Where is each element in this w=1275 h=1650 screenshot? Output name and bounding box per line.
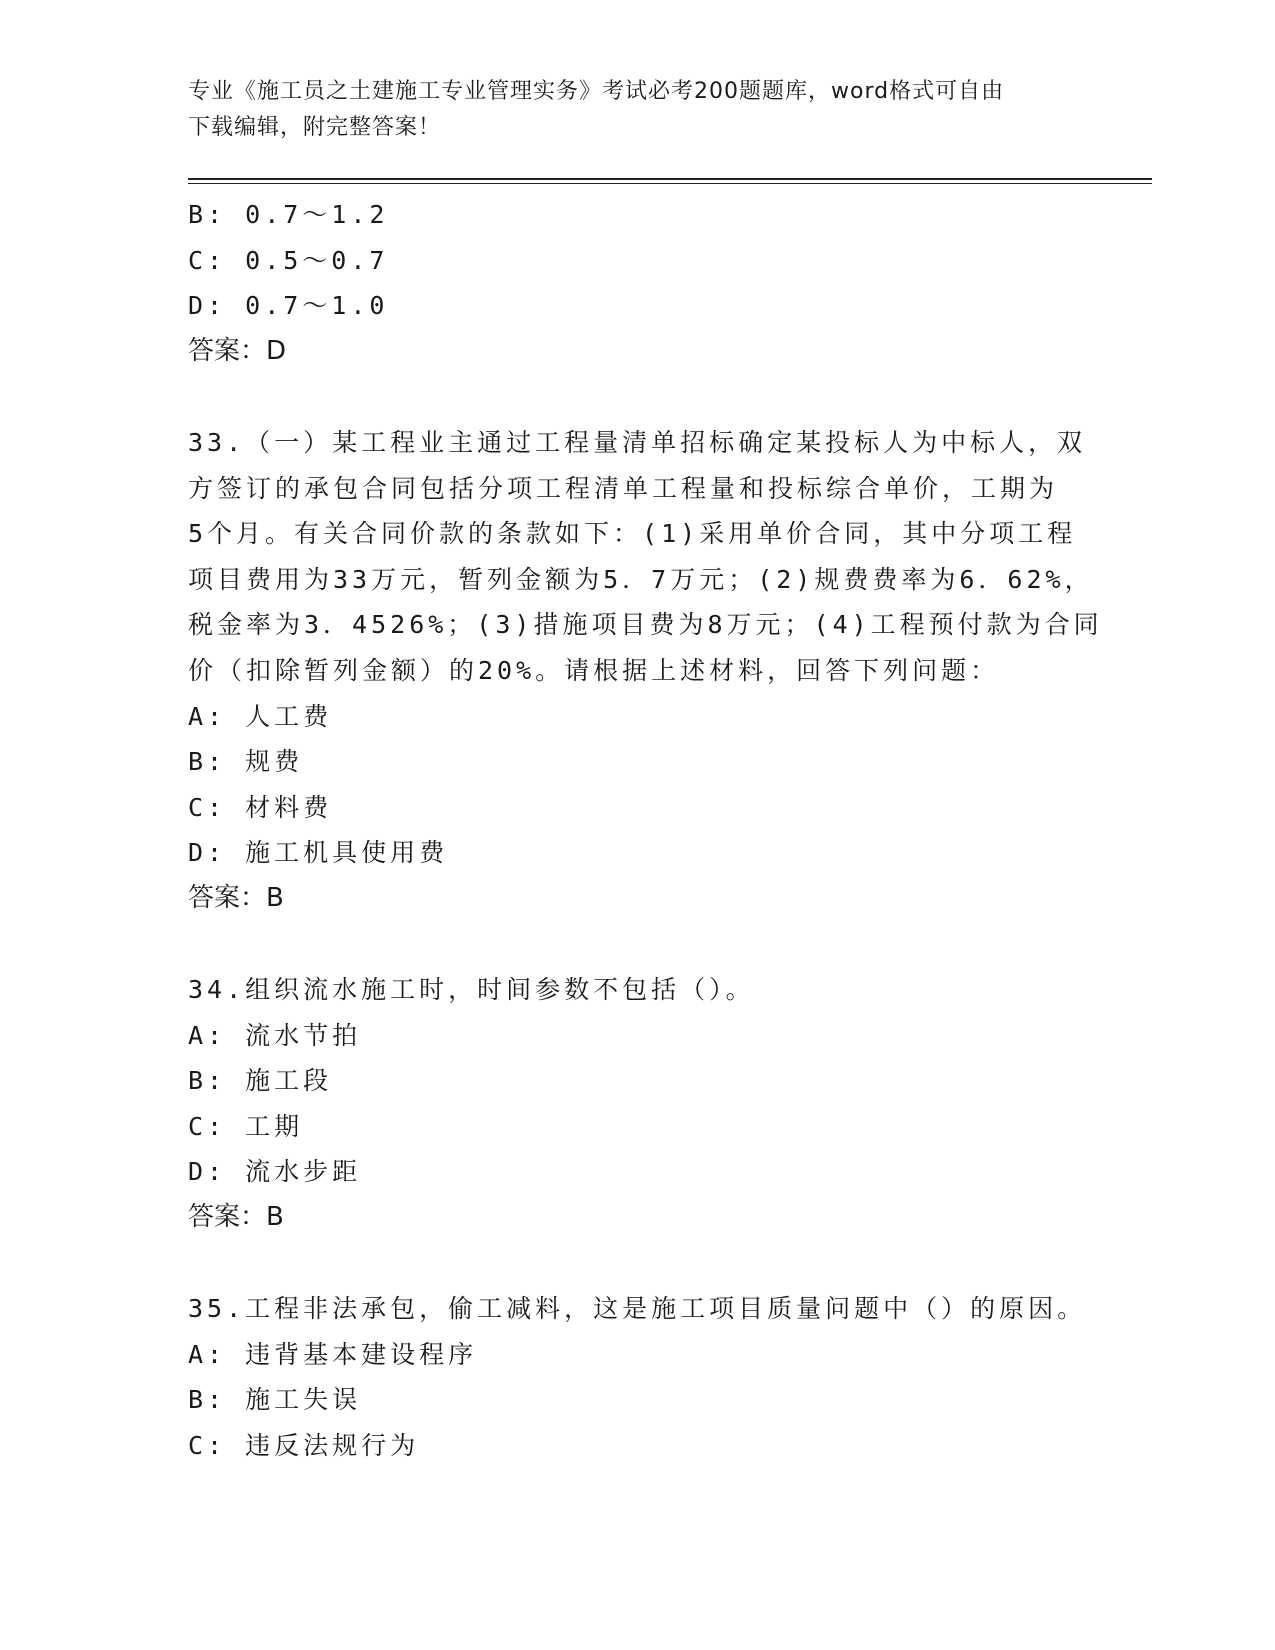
option-a: A: 流水节拍 [188,1020,362,1050]
document-header [188,74,1068,146]
option-b: B: 施工失误 [188,1385,362,1415]
option-d: D: 流水步距 [188,1157,362,1187]
question-text-line: 34.组织流水施工时，时间参数不包括（）。 [188,975,755,1005]
option-d: D: 施工机具使用费 [188,838,449,868]
option-c: C: 0.5～0.7 [188,245,389,275]
question-35 [188,1286,1088,1468]
header-divider-thick [188,178,1152,180]
question-text-line: 方签订的承包合同包括分项工程清单工程量和投标综合单价，工期为 [188,473,1059,503]
option-b: B: 规费 [188,747,304,777]
question-text-line: 5个月。有关合同价款的条款如下：(1)采用单价合同，其中分项工程 [188,519,1077,549]
option-b: B: 0.7～1.2 [188,200,389,229]
option-c: C: 工期 [188,1111,304,1141]
spacer [188,1241,1088,1287]
option-d: D: 0.7～1.0 [188,291,389,321]
spacer [188,374,1088,420]
question-text-line: 33.（一）某工程业主通过工程量清单招标确定某投标人为中标人，双 [188,427,1087,457]
option-b: B: 施工段 [188,1066,333,1096]
spacer [188,922,1088,968]
option-c: C: 材料费 [188,792,333,822]
question-text-line: 项目费用为33万元，暂列金额为5．7万元；(2)规费费率为6．62%， [188,564,1094,594]
question-text-line: 35.工程非法承包，偷工减料，这是施工项目质量问题中（）的原因。 [188,1294,1087,1324]
answer: 答案：B [188,1202,284,1233]
option-a: A: 违背基本建设程序 [188,1339,478,1369]
question-32-tail [188,192,1088,374]
question-text-line: 价（扣除暂列金额）的20%。请根据上述材料，回答下列问题： [188,655,1000,685]
answer: 答案：D [188,335,287,366]
document-body [188,192,1103,1469]
header-divider-thin [188,183,1152,184]
header-line-2: 下载编辑，附完整答案！ [188,115,442,140]
question-34 [188,967,1088,1241]
option-a: A: 人工费 [188,701,333,731]
question-33 [188,420,1103,922]
question-text-line: 税金率为3．4526%；(3)措施项目费为8万元；(4)工程预付款为合同 [188,610,1103,640]
option-c: C: 违反法规行为 [188,1431,420,1461]
answer: 答案：B [188,882,284,913]
header-line-1: 专业《施工员之土建施工专业管理实务》考试必考200题题库，word格式可自由 [188,79,1005,104]
